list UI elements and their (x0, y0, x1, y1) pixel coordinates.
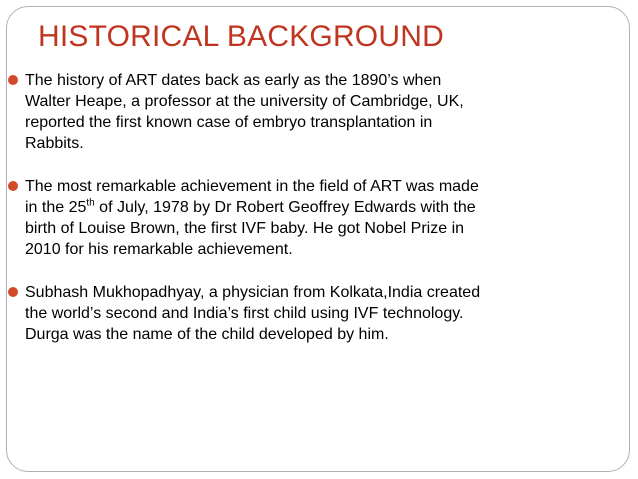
bullet-dot-icon (8, 181, 18, 191)
bullet-text-segment: in the 25 (25, 199, 87, 216)
bullet-item-achievement (8, 176, 634, 260)
bullet-text-line: 2010 for his remarkable achievement. (25, 241, 293, 258)
bullet-dot-icon (8, 75, 18, 85)
bullet-text-line: Rabbits. (25, 135, 84, 152)
bullet-text-line: Subhash Mukhopadhyay, a physician from Kolkata,India created (25, 284, 481, 301)
bullet-text-line: The most remarkable achievement in the field of ART was made (25, 178, 479, 195)
bullet-text-line: reported the first known case of embryo transplantation in (25, 114, 433, 131)
bullet-list (8, 70, 634, 367)
bullet-text-line: the world’s second and India’s first child using IVF technology. (25, 305, 464, 322)
bullet-dot-icon (8, 287, 18, 297)
ordinal-superscript: th (86, 197, 95, 209)
bullet-text-line: The history of ART dates back as early as the 1890’s when (25, 72, 442, 89)
bullet-item-history (8, 70, 634, 154)
bullet-text-line: Walter Heape, a professor at the university of Cambridge, UK, (25, 93, 464, 110)
bullet-text-line: Durga was the name of the child developed by him. (25, 326, 389, 343)
bullet-text-line-with-superscript (25, 197, 634, 218)
bullet-text-segment: of July, 1978 by Dr Robert Geoffrey Edwards with the (94, 199, 476, 216)
bullet-text-line: birth of Louise Brown, the first IVF baby. He got Nobel Prize in (25, 220, 465, 237)
bullet-item-india (8, 282, 634, 345)
slide-title: HISTORICAL BACKGROUND (38, 20, 444, 53)
